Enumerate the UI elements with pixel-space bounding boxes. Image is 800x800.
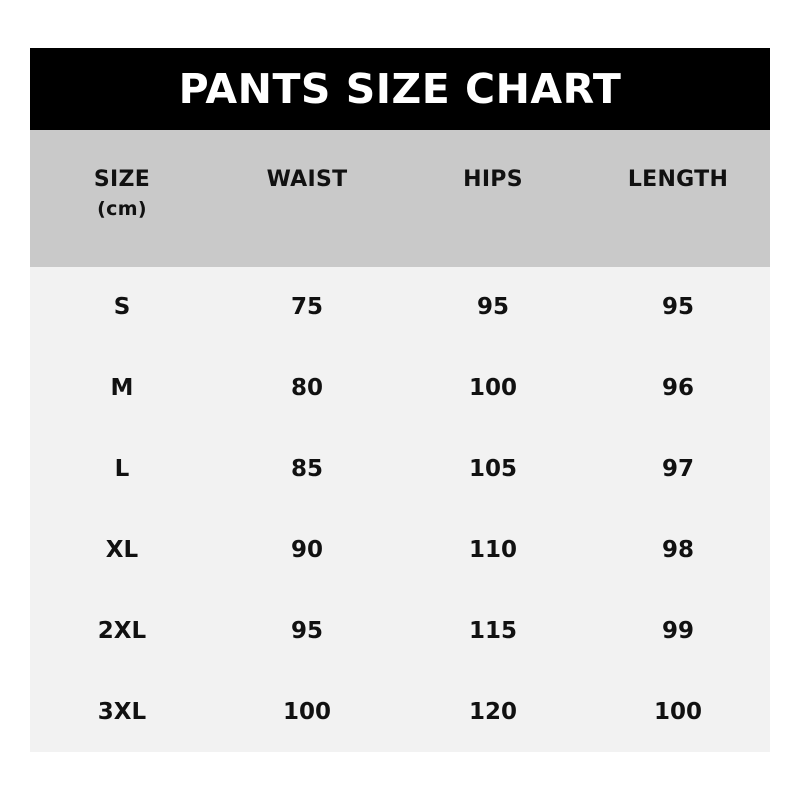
column-header-size-unit: (cm) [97,197,147,220]
cell-waist: 80 [290,375,323,402]
table-body [30,267,770,752]
cell-length: 99 [661,617,694,644]
pants-size-chart [30,48,770,752]
column-header-length: LENGTH [627,167,729,192]
table-row [30,348,770,429]
table-row [30,429,770,510]
cell-hips: 120 [468,698,517,725]
cell-hips: 115 [468,617,517,644]
cell-hips: 95 [476,294,509,321]
cell-length: 96 [661,375,694,402]
cell-length: 100 [653,698,702,725]
column-header-waist: WAIST [266,167,348,192]
table-row [30,590,770,671]
cell-waist: 100 [282,698,331,725]
cell-size: L [114,456,130,483]
cell-size: 2XL [97,617,147,644]
cell-hips: 110 [468,536,517,563]
table-row [30,671,770,752]
cell-waist: 75 [290,294,323,321]
cell-waist: 85 [290,456,323,483]
column-header-size [30,130,214,223]
cell-waist: 95 [290,617,323,644]
cell-hips: 105 [468,456,517,483]
cell-hips: 100 [468,375,517,402]
cell-size: M [110,375,134,402]
column-header-size-label: SIZE [93,167,151,192]
column-header-hips: HIPS [463,167,523,192]
table-row [30,509,770,590]
table-header-row [30,130,770,267]
table-row [30,267,770,348]
cell-length: 97 [661,456,694,483]
cell-waist: 90 [290,536,323,563]
cell-length: 95 [661,294,694,321]
cell-size: S [113,294,131,321]
cell-size: XL [105,536,139,563]
cell-size: 3XL [97,698,147,725]
chart-title: PANTS SIZE CHART [30,48,770,130]
cell-length: 98 [661,536,694,563]
